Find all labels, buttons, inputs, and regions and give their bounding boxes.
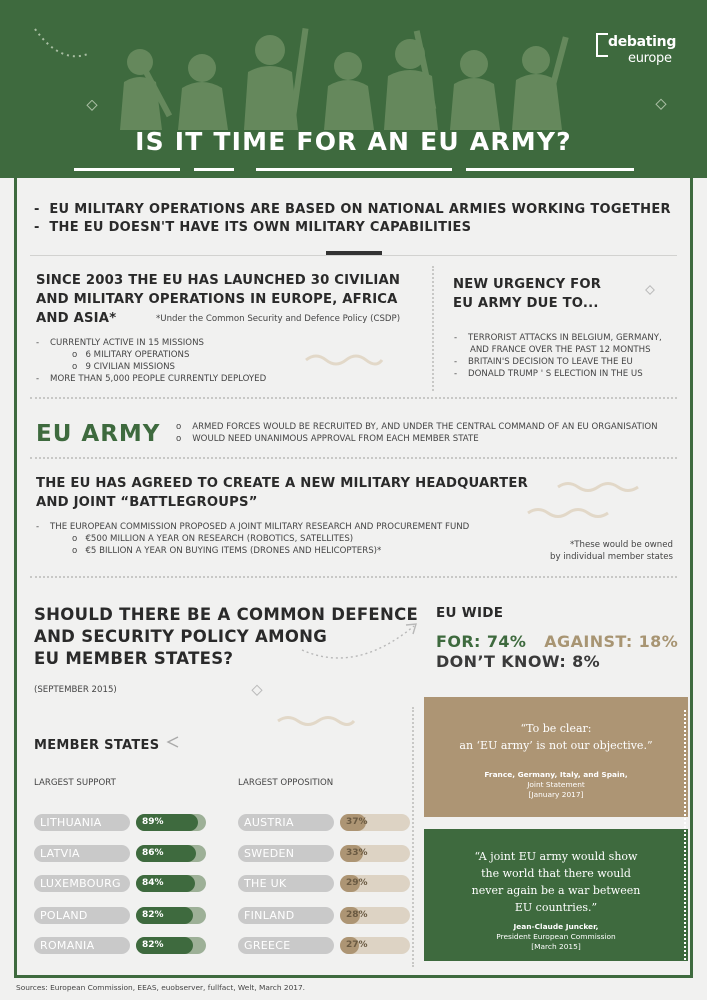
bar-value-label: 37%: [346, 817, 368, 827]
bar-value-label: 27%: [346, 940, 368, 950]
member-states-title: MEMBER STATES: [34, 738, 160, 753]
logo-text: europe: [628, 51, 672, 66]
urgency-title: NEW URGENCY FOR EU ARMY DUE TO...: [453, 277, 602, 311]
bar-value-label: 82%: [142, 940, 164, 950]
title-underline: [194, 168, 234, 171]
eu-army-label: EU ARMY: [36, 421, 161, 447]
dotted-divider: [30, 576, 677, 578]
diamond-icon: [644, 284, 656, 296]
arrow-left-icon: [164, 735, 184, 749]
urgency-list: - TERRORIST ATTACKS IN BELGIUM, GERMANY, AND FRANCE OVER THE PAST 12 MONTHS - BRITAIN'S DECISION TO LEAVE THE EU - DONALD TRUMP ' S ELECTION IN THE US: [454, 333, 662, 379]
logo-bracket-icon: [596, 33, 608, 57]
headquarters-title: THE EU HAS AGREED TO CREATE A NEW MILITARY HEADQUARTER AND JOINT “BATTLEGROUPS”: [36, 476, 528, 510]
logo-text: debating: [608, 34, 677, 50]
intro-bullet: - EU MILITARY OPERATIONS ARE BASED ON NATIONAL ARMIES WORKING TOGETHER: [34, 202, 671, 217]
dotted-arc-decoration-icon: [30, 24, 90, 64]
headquarters-list: - THE EUROPEAN COMMISSION PROPOSED A JOINT MILITARY RESEARCH AND PROCUREMENT FUND o €500 MILLION A YEAR ON RESEARCH (ROBOTICS, SATELLITES) o €5 BILLION A YEAR ON BUYING ITEMS (DRONES AND HELICOPTERS)*: [36, 522, 470, 556]
squiggle-decoration-icon: [276, 714, 356, 728]
dotted-divider: [684, 710, 686, 960]
squiggle-decoration-icon: [556, 480, 646, 494]
eu-wide-results: [436, 632, 678, 651]
sources-note: Sources: European Commission, EEAS, euobserver, fullfact, Welt, March 2017.: [16, 983, 306, 992]
bar-value-label: 33%: [346, 848, 368, 858]
divider-line: [30, 255, 677, 256]
bar-label: LUXEMBOURG: [34, 875, 130, 892]
bar-label: AUSTRIA: [238, 814, 334, 831]
eu-wide-label: EU WIDE: [436, 605, 504, 621]
squiggle-decoration-icon: [526, 506, 616, 520]
page-title: IS IT TIME FOR AN EU ARMY?: [135, 127, 572, 156]
intro-bullet: - THE EU DOESN'T HAVE ITS OWN MILITARY CAPABILITIES: [34, 220, 472, 235]
bar-label: LATVIA: [34, 845, 130, 862]
bar-label: SWEDEN: [238, 845, 334, 862]
bar-label: GREECE: [238, 937, 334, 954]
quote-text: “A joint EU army would show the world that there would never again be a war between EU countries.”: [471, 850, 641, 914]
bar-label: LITHUANIA: [34, 814, 130, 831]
quote-attribution: Jean-Claude Juncker, President European Commission [March 2015]: [496, 922, 616, 951]
diamond-icon: [654, 98, 668, 112]
bar-label: POLAND: [34, 907, 130, 924]
quote-text: “To be clear: an ‘EU army’ is not our objective.”: [459, 722, 653, 752]
bar-label: ROMANIA: [34, 937, 130, 954]
poll-date: (SEPTEMBER 2015): [34, 685, 117, 695]
against-value: AGAINST: 18%: [544, 632, 679, 651]
title-underline: [466, 168, 634, 171]
dotted-divider: [412, 707, 414, 967]
headquarters-note: *These would be owned by individual member states: [550, 540, 673, 562]
operations-title: SINCE 2003 THE EU HAS LAUNCHED 30 CIVILIAN AND MILITARY OPERATIONS IN EUROPE, AFRICA AND ASIA*: [36, 273, 401, 326]
opposition-header: LARGEST OPPOSITION: [238, 778, 334, 788]
for-value: FOR: 74%: [436, 632, 527, 651]
bar-value-label: 86%: [142, 848, 164, 858]
diamond-icon: [86, 100, 98, 112]
bar-value-label: 29%: [346, 878, 368, 888]
bar-value-label: 28%: [346, 910, 368, 920]
bar-label: FINLAND: [238, 907, 334, 924]
dotted-divider: [30, 457, 677, 459]
dont-know-value: DON’T KNOW: 8%: [436, 652, 601, 671]
operations-list: - CURRENTLY ACTIVE IN 15 MISSIONS o 6 MILITARY OPERATIONS o 9 CIVILIAN MISSIONS - MORE THAN 5,000 PEOPLE CURRENTLY DEPLOYED: [36, 338, 267, 384]
bar-label: THE UK: [238, 875, 334, 892]
squiggle-decoration-icon: [304, 352, 384, 368]
poll-question: SHOULD THERE BE A COMMON DEFENCE AND SECURITY POLICY AMONG EU MEMBER STATES?: [34, 605, 419, 668]
soldiers-silhouette-icon: [110, 20, 580, 130]
dotted-arrow-icon: [296, 612, 426, 668]
dotted-divider: [432, 266, 434, 391]
title-underline: [74, 168, 180, 171]
diamond-icon: [250, 684, 264, 698]
dotted-divider: [30, 397, 677, 399]
title-underline: [256, 168, 452, 171]
operations-footnote: *Under the Common Security and Defence Policy (CSDP): [156, 314, 401, 324]
support-header: LARGEST SUPPORT: [34, 778, 116, 788]
eu-army-points: o ARMED FORCES WOULD BE RECRUITED BY, AND UNDER THE CENTRAL COMMAND OF AN EU ORGANISATION o WOULD NEED UNANIMOUS APPROVAL FROM EACH MEMBER STATE: [176, 422, 658, 444]
bar-value-label: 82%: [142, 910, 164, 920]
bar-value-label: 89%: [142, 817, 164, 827]
quote-attribution: France, Germany, Italy, and Spain, Joint Statement [January 2017]: [484, 770, 628, 799]
bar-value-label: 84%: [142, 878, 164, 888]
